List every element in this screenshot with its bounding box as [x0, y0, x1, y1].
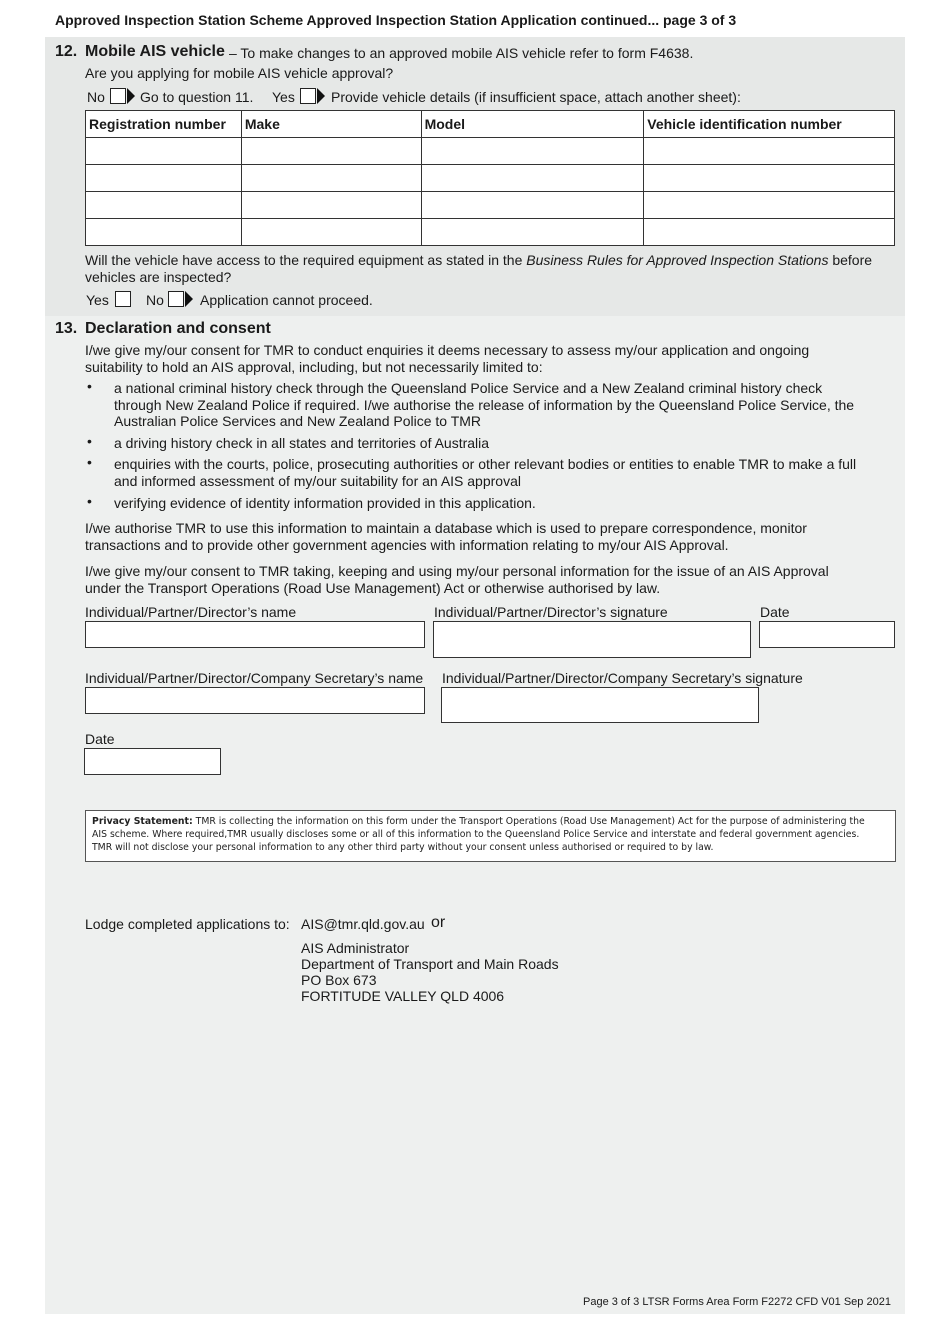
table-header-row [86, 111, 895, 138]
q12-no-text: Go to question 11. [140, 89, 254, 105]
address-line1: AIS Administrator [301, 940, 410, 956]
privacy-line1 [92, 815, 889, 828]
q13-intro-line2: suitability to hold an AIS approval, including, but not necessarily limited to: [85, 359, 543, 375]
q12-yes-text: Provide vehicle details (if insufficient space, attach another sheet): [331, 89, 741, 105]
name-field[interactable] [85, 621, 425, 648]
equipment-question-line2: vehicles are inspected? [85, 269, 232, 285]
column-header-model: Model [421, 111, 644, 138]
signature-label: Individual/Partner/Director’s signature [434, 604, 668, 620]
make-cell[interactable] [241, 192, 421, 219]
table-row [86, 219, 895, 246]
q13-number: 13. [55, 320, 78, 337]
date2-label: Date [85, 731, 115, 747]
equipment-yes-label: Yes [86, 292, 109, 308]
equipment-no-text: Application cannot proceed. [200, 292, 373, 308]
address-line2: Department of Transport and Main Roads [301, 956, 559, 972]
q12-yes-label: Yes [272, 89, 295, 105]
column-header-vin: Vehicle identification number [644, 111, 895, 138]
q12-title-suffix: – To make changes to an approved mobile AIS vehicle refer to form F4638. [229, 45, 694, 61]
column-header-registration: Registration number [86, 111, 242, 138]
q12-question: Are you applying for mobile AIS vehicle approval? [85, 65, 394, 81]
equipment-question-text: Will the vehicle have access to the required equipment as stated in the [85, 252, 527, 268]
para3-line2: under the Transport Operations (Road Use Management) Act or otherwise authorised by law. [85, 580, 661, 596]
q13-intro-line1: I/we give my/our consent for TMR to conduct enquiries it deems necessary to assess my/our application and ongoing [85, 342, 810, 358]
para3-line1: I/we give my/our consent to TMR taking, keeping and using my/our personal information for the issue of an AIS Approval [85, 563, 829, 579]
bullet-icon: • [87, 433, 92, 449]
bullet-icon: • [87, 454, 92, 470]
page-footer: Page 3 of 3 LTSR Forms Area Form F2272 CFD V01 Sep 2021 [583, 1296, 891, 1308]
bullet2: a driving history check in all states and territories of Australia [114, 435, 490, 451]
arrow-right-icon [127, 88, 135, 104]
privacy-heading: Privacy Statement: [92, 816, 193, 827]
vin-cell[interactable] [644, 165, 895, 192]
equipment-yes-checkbox[interactable] [115, 291, 131, 307]
bullet1-line1: a national criminal history check through the Queensland Police Service and a New Zealand criminal history check [114, 380, 823, 396]
date-label: Date [760, 604, 790, 620]
lodge-email: AIS@tmr.qld.gov.au [301, 916, 425, 932]
q12-title: Mobile AIS vehicle [85, 43, 225, 60]
bullet1-line2: through New Zealand Police if required. I/we authorise the release of information by the Queensland Police Service, the [114, 397, 855, 413]
equipment-question [85, 252, 900, 269]
page-header-title: Approved Inspection Station Scheme Approved Inspection Station Application continued... page 3 of 3 [55, 12, 737, 28]
q12-no-label: No [87, 89, 105, 105]
registration-cell[interactable] [86, 219, 242, 246]
q13-title: Declaration and consent [85, 320, 271, 337]
make-cell[interactable] [241, 165, 421, 192]
secretary-signature-field[interactable] [441, 687, 759, 723]
bullet3-line2: and informed assessment of my/our suitability for an AIS approval [114, 473, 521, 489]
signature-field[interactable] [433, 621, 751, 658]
q12-no-checkbox[interactable] [110, 88, 126, 104]
secretary-name-field[interactable] [85, 687, 425, 714]
date2-field[interactable] [84, 748, 221, 775]
vin-cell[interactable] [644, 219, 895, 246]
business-rules-reference: Business Rules for Approved Inspection Stations [526, 252, 829, 268]
q12-yes-checkbox[interactable] [300, 88, 316, 104]
arrow-right-icon [185, 291, 193, 307]
registration-cell[interactable] [86, 138, 242, 165]
table-row [86, 165, 895, 192]
model-cell[interactable] [421, 219, 644, 246]
equipment-no-label: No [146, 292, 164, 308]
bullet-icon: • [87, 493, 92, 509]
equipment-question-text-end: before [828, 252, 873, 268]
model-cell[interactable] [421, 138, 644, 165]
bullet3-line1: enquiries with the courts, police, prosecuting authorities or other relevant bodies or entities to enable TMR to make a full [114, 456, 857, 472]
make-cell[interactable] [241, 138, 421, 165]
model-cell[interactable] [421, 165, 644, 192]
date-field[interactable] [759, 621, 895, 648]
vehicle-details-table [85, 110, 895, 246]
address-line4: FORTITUDE VALLEY QLD 4006 [301, 988, 505, 1004]
table-row [86, 192, 895, 219]
bullet-icon: • [87, 378, 92, 394]
privacy-line2: AIS scheme. Where required,TMR usually discloses some or all of this information to the Queensland Police Service and interstate and federal government agencies. [92, 829, 860, 840]
privacy-line3: TMR will not disclose your personal information to any other third party without your consent unless authorised or required to by law. [92, 842, 714, 853]
registration-cell[interactable] [86, 165, 242, 192]
address-line3: PO Box 673 [301, 972, 377, 988]
table-row [86, 138, 895, 165]
lodge-or: or [431, 914, 446, 931]
equipment-no-checkbox[interactable] [168, 291, 184, 307]
privacy-statement [85, 810, 896, 862]
name-label: Individual/Partner/Director’s name [85, 604, 297, 620]
column-header-make: Make [241, 111, 421, 138]
secretary-signature-label: Individual/Partner/Director/Company Secretary’s signature [442, 670, 803, 686]
make-cell[interactable] [241, 219, 421, 246]
bullet4: verifying evidence of identity information provided in this application. [114, 495, 536, 511]
arrow-right-icon [317, 88, 325, 104]
para2-line2: transactions and to provide other government agencies with information relating to my/our AIS Approval. [85, 537, 729, 553]
model-cell[interactable] [421, 192, 644, 219]
bullet1-line3: Australian Police Services and New Zealand Police to TMR [114, 413, 482, 429]
para2-line1: I/we authorise TMR to use this information to maintain a database which is used to prepare correspondence, monitor [85, 520, 807, 536]
vin-cell[interactable] [644, 192, 895, 219]
lodge-label: Lodge completed applications to: [85, 916, 290, 932]
secretary-name-label: Individual/Partner/Director/Company Secretary’s name [85, 670, 424, 686]
privacy-text: TMR is collecting the information on this form under the Transport Operations (Road Use Management) Act for the purpose of administering the [195, 816, 865, 827]
vin-cell[interactable] [644, 138, 895, 165]
registration-cell[interactable] [86, 192, 242, 219]
q12-number: 12. [55, 43, 78, 60]
